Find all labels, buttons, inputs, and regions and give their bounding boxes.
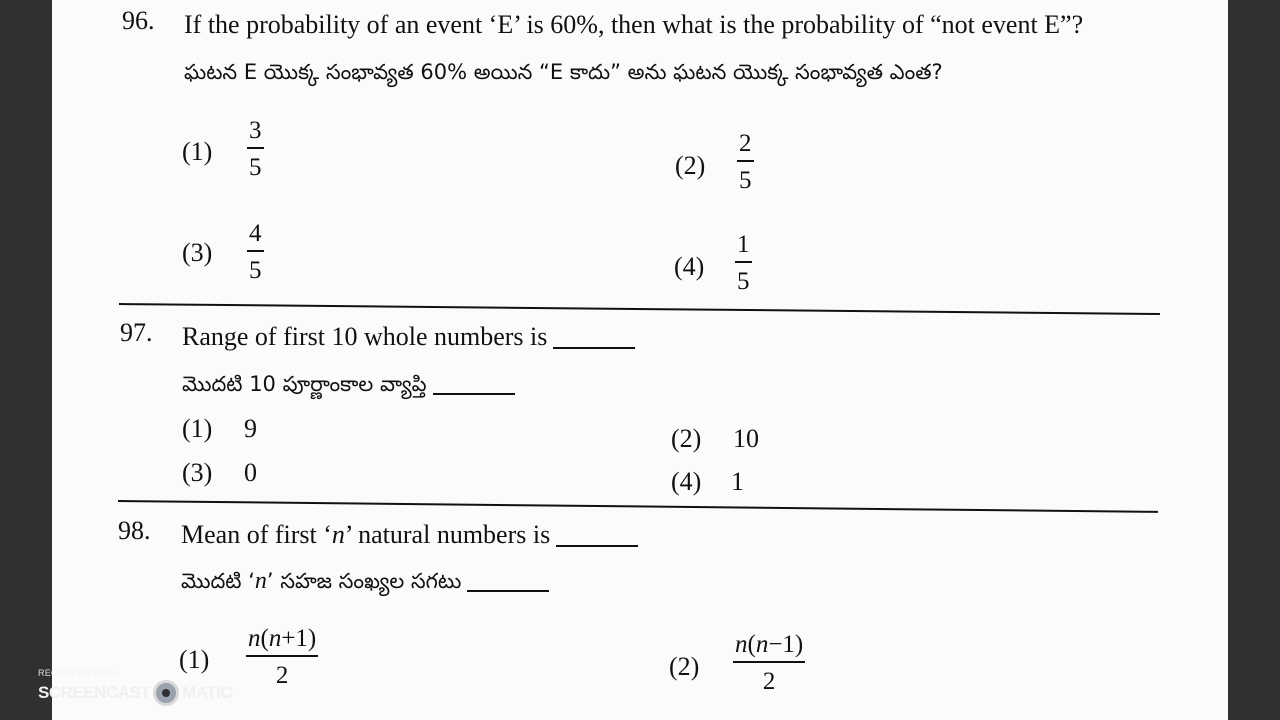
fraction-numerator	[733, 632, 805, 661]
q98-option-2-label: (2)	[669, 652, 700, 681]
numerator-paren: (	[747, 631, 756, 658]
question-96-telugu: ఘటన E యొక్క సంభావ్యత 60% అయిన “E కాదు” అను ఘటన యొక్క సంభావ్యత ఎంత?	[184, 60, 943, 84]
question-97-telugu: మొదటి 10 పూర్ణాంకాల వ్యాప్తి	[182, 372, 427, 396]
fraction-denominator: 5	[249, 257, 262, 284]
q97-option-4-value: 1	[731, 467, 744, 496]
q96-option-1-fraction	[247, 118, 264, 180]
watermark-brand	[38, 680, 232, 706]
q97-option-2-value: 10	[733, 424, 759, 453]
answer-blank	[556, 545, 638, 547]
q96-option-3-label: (3)	[182, 238, 213, 267]
question-97-number: 97.	[120, 318, 153, 347]
q96-option-4-fraction	[735, 232, 752, 294]
question-97-telugu-stem	[182, 372, 515, 402]
question-98-stem	[181, 520, 638, 550]
fraction-numerator: 4	[249, 220, 262, 247]
q98-option-1-label: (1)	[179, 645, 210, 674]
q97-option-2-label: (2)	[671, 424, 702, 453]
question-98-telugu-stem	[181, 568, 549, 599]
question-97-text: Range of first 10 whole numbers is	[182, 322, 548, 351]
numerator-n2: n	[755, 631, 769, 658]
q96-option-2-label: (2)	[675, 151, 706, 180]
q97-option-1-value: 9	[244, 414, 257, 443]
fraction-denominator: 5	[739, 167, 752, 194]
q96-option-1-label: (1)	[182, 137, 213, 166]
right-margin	[1228, 0, 1280, 720]
question-98-number: 98.	[118, 516, 151, 545]
question-98-telugu-variable: n	[254, 568, 267, 594]
question-98-text-b: ’ natural numbers is	[344, 520, 551, 549]
answer-blank	[553, 347, 635, 349]
question-98-variable: n	[331, 520, 345, 549]
screencast-logo-icon	[153, 680, 179, 706]
numerator-tail: −1)	[768, 631, 804, 658]
numerator-paren: (	[260, 625, 269, 652]
fraction-denominator: 5	[737, 268, 750, 295]
q96-option-3-fraction	[247, 221, 264, 283]
q97-option-3-value: 0	[244, 458, 257, 487]
q96-option-2-fraction	[737, 131, 754, 193]
fraction-numerator: 1	[737, 231, 750, 258]
fraction-denominator: 2	[762, 668, 776, 695]
numerator-n: n	[735, 631, 748, 658]
question-96-number: 96.	[122, 6, 155, 35]
fraction-numerator	[246, 626, 318, 655]
question-98-text-a: Mean of first ‘	[181, 520, 332, 549]
exam-page	[52, 0, 1228, 720]
answer-blank	[433, 393, 515, 395]
q96-option-4-label: (4)	[674, 252, 705, 281]
q97-option-3-label: (3)	[182, 458, 213, 487]
answer-blank	[467, 590, 549, 592]
fraction-denominator: 2	[275, 662, 289, 689]
screencast-watermark	[38, 668, 232, 706]
q98-option-1-fraction	[246, 626, 318, 688]
fraction-numerator: 3	[249, 117, 262, 144]
watermark-right-text: MATIC	[182, 683, 233, 702]
question-96-text: If the probability of an event ‘E’ is 60%, then what is the probability of “not event E”?	[184, 10, 1084, 39]
question-98-telugu-a: మొదటి ‘	[181, 569, 255, 593]
watermark-recorded-with: RECORDED WITH	[38, 668, 118, 678]
q97-option-1-label: (1)	[182, 414, 213, 443]
fraction-denominator: 5	[249, 154, 262, 181]
q97-option-4-label: (4)	[671, 467, 702, 496]
numerator-n: n	[248, 625, 261, 652]
fraction-numerator: 2	[739, 130, 752, 157]
watermark-left-text: SCREENCAST	[38, 683, 151, 702]
question-97-stem	[182, 322, 635, 352]
numerator-tail: +1)	[281, 625, 317, 652]
q98-option-2-fraction	[733, 632, 805, 694]
numerator-n2: n	[268, 625, 282, 652]
question-98-telugu-b: ’ సహజ సంఖ్యల సగటు	[266, 569, 462, 593]
